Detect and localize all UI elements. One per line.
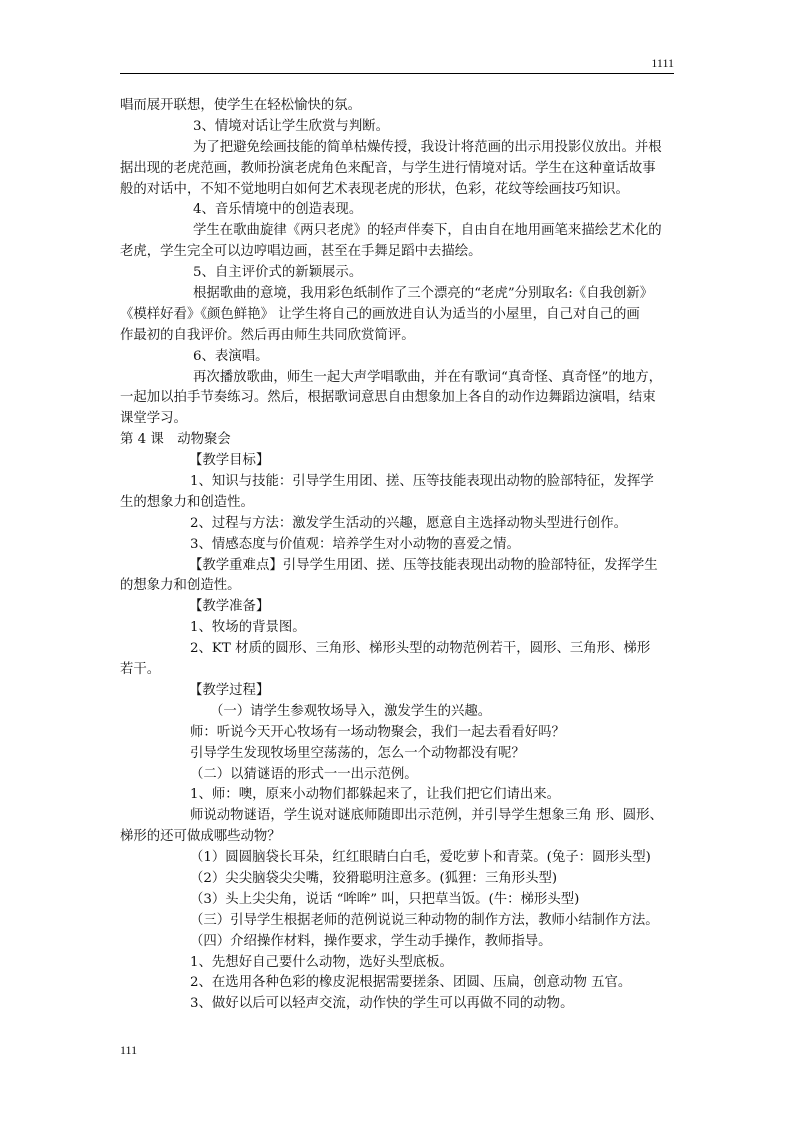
section-heading: 【教学准备】 — [189, 599, 270, 615]
text-line: 据出现的老虎范画，教师扮演老虎角色来配音，与学生进行情境对话。学生在这种童话故事 — [120, 160, 656, 176]
footer-page-number: 111 — [120, 1043, 138, 1057]
riddle-line: （2）尖尖脑袋尖尖嘴，狡猾聪明注意多。(狐狸：三角形头型) — [190, 870, 558, 886]
text-line: 的想象力和创造性。 — [120, 578, 241, 594]
text-line: （四）介绍操作材料，操作要求，学生动手操作，教师指导。 — [190, 933, 552, 949]
text-line: 为了把避免绘画技能的简单枯燥传授，我设计将范画的出示用投影仪放出。并根 — [193, 139, 662, 155]
text-line: 1、师：噢，原来小动物们都躲起来了，让我们把它们请出来。 — [190, 787, 561, 803]
text-line: 般的对话中，不知不觉地明白如何艺术表现老虎的形状，色彩，花纹等绘画技巧知识。 — [120, 181, 629, 197]
document-body — [120, 96, 676, 1015]
header-page-number: 1111 — [651, 56, 674, 70]
lesson-title: 第 4 课 动物聚会 — [120, 432, 231, 448]
text-line: 3、情感态度与价值观：培养学生对小动物的喜爱之情。 — [190, 536, 520, 552]
text-line: 师：听说今天开心牧场有一场动物聚会，我们一起去看看好吗？ — [190, 724, 565, 740]
text-line: 作最初的自我评价。然后再由师生共同欣赏简评。 — [120, 327, 415, 343]
section-heading: 【教学目标】 — [189, 453, 270, 469]
text-line: 一起加以拍手节奏练习。然后，根据歌词意思自由想象加上各自的动作边舞蹈边演唱，结束 — [120, 390, 656, 406]
text-line: 5、自主评价式的新颖展示。 — [193, 265, 363, 281]
riddle-line: （1）圆圆脑袋长耳朵，红红眼睛白白毛，爱吃萝卜和青菜。(兔子：圆形头型) — [190, 850, 651, 866]
section-heading: 【教学过程】 — [189, 682, 270, 698]
text-line: 老虎，学生完全可以边哼唱边画，甚至在手舞足蹈中去描绘。 — [120, 244, 482, 260]
text-line: 2、KT 材质的圆形、三角形、梯形头型的动物范例若干，圆形、三角形、梯形 — [190, 641, 651, 657]
text-line: 2、过程与方法：激发学生活动的兴趣，愿意自主选择动物头型进行创作。 — [190, 515, 628, 531]
riddle-line: （3）头上尖尖角，说话 “哞哞” 叫，只把草当饭。(牛：梯形头型) — [190, 891, 580, 907]
section-heading: 【教学重难点】引导学生用团、搓、压等技能表现出动物的脸部特征，发挥学生 — [189, 557, 658, 573]
header-rule — [120, 73, 674, 74]
text-line: 1、知识与技能：引导学生用团、搓、压等技能表现出动物的脸部特征，发挥学 — [190, 474, 654, 490]
text-line: 根据歌曲的意境，我用彩色纸制作了三个漂亮的“老虎”分别取名:《自我创新》 — [193, 286, 654, 302]
text-line: 1、牧场的背景图。 — [190, 620, 306, 636]
text-line: 2、在选用各种色彩的橡皮泥根据需要搓条、团圆、压扁，创意动物 五官。 — [190, 975, 632, 991]
text-line: 学生在歌曲旋律《两只老虎》的轻声伴奏下，自由自在地用画笔来描绘艺术化的 — [193, 223, 662, 239]
text-line: 若干。 — [120, 662, 161, 678]
text-line: 3、做好以后可以轻声交流，动作快的学生可以再做不同的动物。 — [190, 996, 574, 1012]
text-line: （二）以猜谜语的形式一一出示范例。 — [190, 766, 418, 782]
text-line: 师说动物谜语，学生说对谜底师随即出示范例，并引导学生想象三角 形、圆形、 — [190, 808, 663, 824]
text-line: 课堂学习。 — [120, 411, 187, 427]
text-line: 3、情境对话让学生欣赏与判断。 — [193, 118, 389, 134]
text-line: 1、先想好自己要什么动物，选好头型底板。 — [190, 954, 453, 970]
text-line: 再次播放歌曲，师生一起大声学唱歌曲，并在有歌词“真奇怪、真奇怪”的地方， — [193, 369, 662, 385]
text-line: 生的想象力和创造性。 — [120, 494, 254, 510]
text-line: 4、音乐情境中的创造表现。 — [193, 202, 363, 218]
text-line: 唱而展开联想，使学生在轻松愉快的氛。 — [120, 98, 362, 113]
text-line: （一）请学生参观牧场导入，激发学生的兴趣。 — [210, 703, 492, 719]
text-line: 6、表演唱。 — [193, 348, 269, 364]
text-line: 《模样好看》《颜色鲜艳》 让学生将自己的画放进自认为适当的小屋里，自己对自己的画 — [120, 306, 640, 322]
text-line: 梯形的还可做成哪些动物？ — [120, 829, 281, 845]
text-line: （三）引导学生根据老师的范例说说三种动物的制作方法，教师小结制作方法。 — [190, 912, 659, 928]
text-line: 引导学生发现牧场里空荡荡的，怎么一个动物都没有呢？ — [190, 745, 525, 761]
